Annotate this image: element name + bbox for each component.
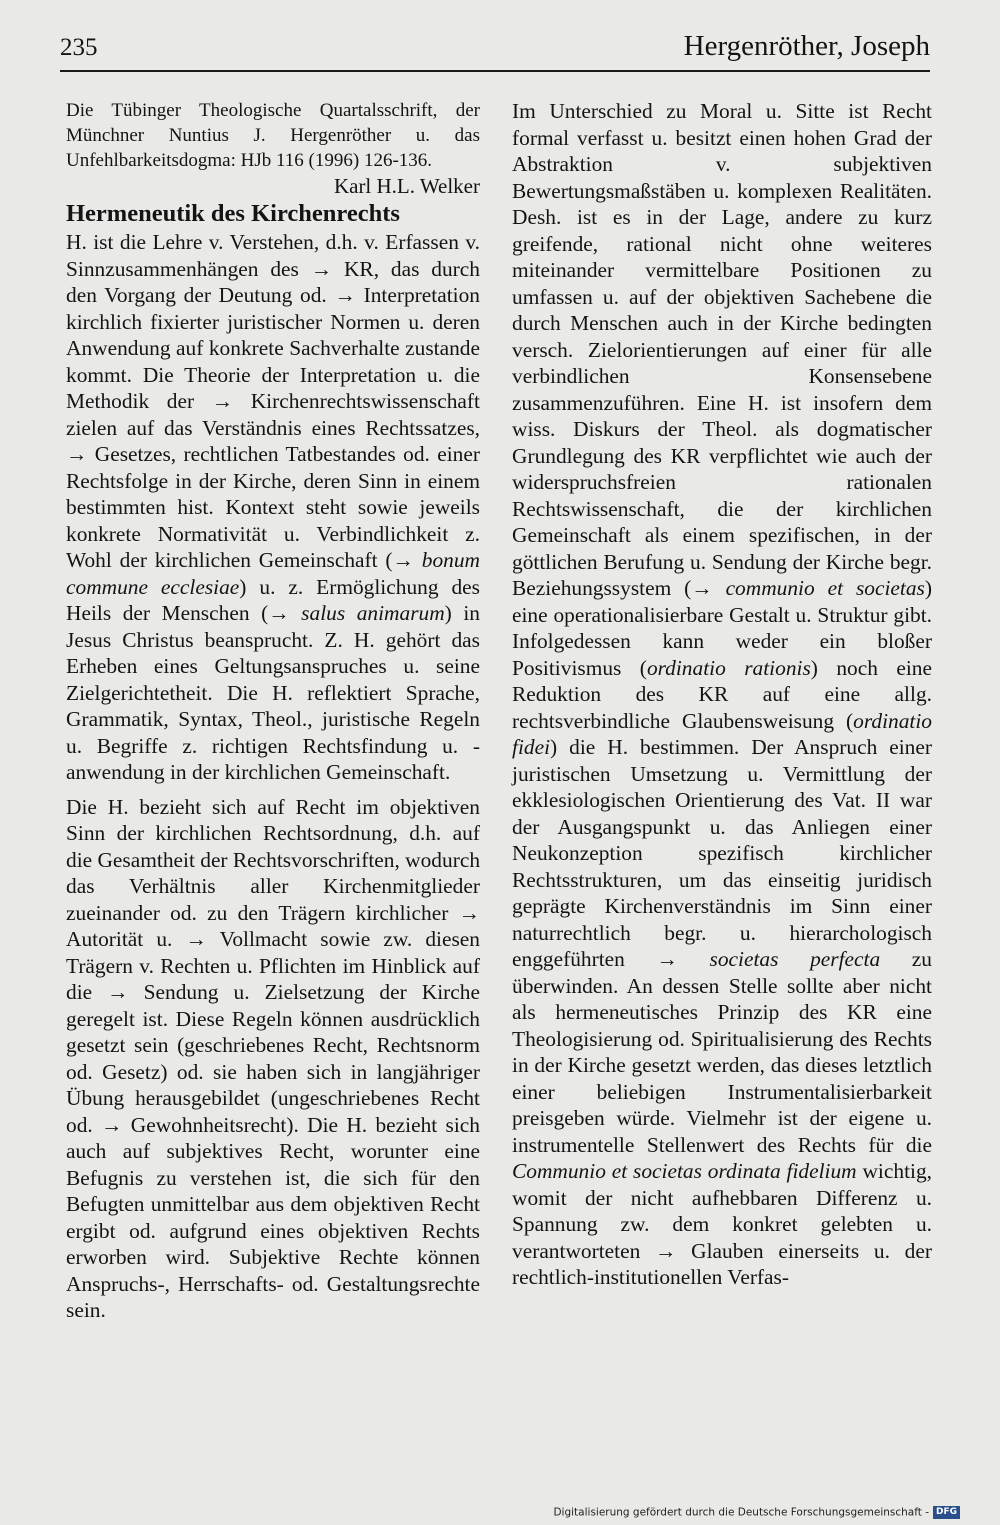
latin-term: communio et societas	[725, 576, 925, 600]
text-run: H. ist die Lehre v. Verstehen, d.h. v. Erfassen v. Sinnzusammenhängen des → KR, das durch den Vorgang der Deutung od. → Interpretation kirchlich fixierter juristischer Normen u. deren Anwendung auf konkrete Sachverhalte zustande kommt. Die Theorie der Interpretation u. die Methodik der → Kirchenrechtswissenschaft zielen auf das Verständnis eines Rechtssatzes, → Gesetzes, rechtlichen Tatbestandes od. einer Rechtsfolge in der Kirche, deren Sinn in einem bestimmten hist. Kontext steht sowie jeweils konkrete Normativität u. Verbindlichkeit z. Wohl der kirchlichen Gemeinschaft (→	[66, 230, 480, 572]
running-head: Hergenröther, Joseph	[683, 30, 930, 62]
header-rule	[60, 70, 930, 72]
right-column	[512, 98, 932, 1291]
text-run: ) die H. bestimmen. Der Anspruch einer juristischen Umsetzung u. Vermittlung der ekklesiologischen Orientierung des Vat. II war der Ausgangspunkt u. das Anliegen einer Neukonzeption spezifisch kirchlicher Rechtsstrukturen, um das einseitig juridisch geprägte Kirchenverständnis im Sinn einer naturrechtlich begr. u. hierarchologisch enggeführten →	[512, 735, 932, 971]
latin-term: salus animarum	[301, 601, 445, 625]
digitization-credit	[553, 1506, 960, 1519]
dfg-logo: DFG	[933, 1506, 960, 1519]
latin-term: ordinatio rationis	[646, 655, 811, 680]
paragraph-gap	[66, 786, 480, 794]
credit-text: Digitalisierung gefördert durch die Deutsche Forschungsgemeinschaft -	[553, 1506, 929, 1519]
paragraph-1	[66, 229, 480, 786]
text-run: ) noch eine Reduktion des KR auf eine allg. rechtsverbindliche Glaubensweisung (	[512, 655, 932, 733]
article-title: Hermeneutik des Kirchenrechts	[66, 200, 400, 227]
latin-term: Communio et societas ordinata fidelium	[512, 1159, 857, 1183]
paragraph-3	[512, 98, 932, 1291]
author-signature: Karl H.L. Welker	[333, 174, 480, 198]
latin-term: ordinatio fidei	[512, 708, 932, 759]
page-number: 235	[60, 34, 98, 61]
text-run: zu überwinden. An dessen Stelle sollte aber nicht als hermeneutisches Prinzip des KR eine Theologisierung od. Spiritualisierung des Rechts in der Kirche gesetzt werden, das dieses letztlich einer beliebigen Instrumentalisierbarkeit preisgeben würde. Vielmehr ist der eigene u. instrumentelle Stellenwert des Rechts für die	[512, 947, 932, 1157]
left-column	[66, 98, 480, 1324]
text-run: wichtig, womit der nicht aufhebbaren Differenz u. Spannung zw. dem konkret gelebten u. verantworteten → Glauben einerseits u. der rechtlich-institutionellen Verfas-	[512, 1159, 932, 1289]
bibliography-reference: Die Tübinger Theologische Quartalsschrift, der Münchner Nuntius J. Hergenröther u. das Unfehlbarkeitsdogma: HJb 116 (1996) 126-136.	[66, 100, 480, 171]
latin-term: societas perfecta	[709, 947, 881, 971]
text-run: Im Unterschied zu Moral u. Sitte ist Recht formal verfasst u. besitzt einen hohen Grad der Abstraktion v. subjektiven Bewertungsmaßstäben u. komplexen Realitäten. Desh. ist es in der Lage, andere zu kurz greifende, rational nicht ohne weiteres miteinander vermittelbare Positionen zu umfassen u. auf der objektiven Sachebene die durch Menschen auch in der Kirche bedingten versch. Zielorientierungen auf einer für alle verbindlichen Konsensebene zusammenzuführen. Eine H. ist insofern dem wiss. Diskurs der Theol. als dogmatischer Grundlegung des KR verpflichtet wie auch der widerspruchsfreien rationalen Rechtswissenschaft, die der kirchlichen Gemeinschaft als einem spezifischen, in der göttlichen Berufung u. Sendung der Kirche begr. Beziehungssystem (→	[512, 99, 932, 600]
paragraph-2: Die H. bezieht sich auf Recht im objektiven Sinn der kirchlichen Rechtsordnung, d.h. auf die Gesamtheit der Rechtsvorschriften, wodurch das Verhältnis aller Kirchenmitglieder zueinander od. zu den Trägern kirchlicher → Autorität u. → Vollmacht sowie zw. diesen Trägern v. Rechten u. Pflichten im Hinblick auf die → Sendung u. Zielsetzung der Kirche geregelt ist. Diese Regeln können ausdrücklich gesetzt sein (geschriebenes Recht, Rechtsnorm od. Gesetz) od. sie haben sich in langjähriger Übung herausgebildet (ungeschriebenes Recht od. → Gewohnheitsrecht). Die H. bezieht sich auch auf subjektives Recht, worunter eine Befugnis zu verstehen ist, die sich für den Befugten unmittelbar aus dem objektiven Recht ergibt od. aufgrund eines objektiven Rechts erworben wird. Subjektive Rechte können Anspruchs-, Herrschafts- od. Gestaltungsrechte sein.	[66, 794, 481, 1322]
text-run: ) in Jesus Christus beansprucht. Z. H. gehört das Erheben eines Geltungsanspruches u. seine Zielgerichtetheit. Die H. reflektiert Sprache, Grammatik, Syntax, Theol., juristische Regeln u. Begriffe z. richtigen Rechtsfindung u. -anwendung in der kirchlichen Gemeinschaft.	[66, 601, 480, 784]
text-run: ) u. z. Ermöglichung des Heils der Menschen (→	[66, 574, 480, 625]
latin-term: bonum commune ecclesiae	[66, 548, 480, 599]
text-run: ) eine operationalisierbare Gestalt u. Struktur gibt. Infolgedessen kann weder ein bloßer Positivismus (	[512, 576, 932, 680]
